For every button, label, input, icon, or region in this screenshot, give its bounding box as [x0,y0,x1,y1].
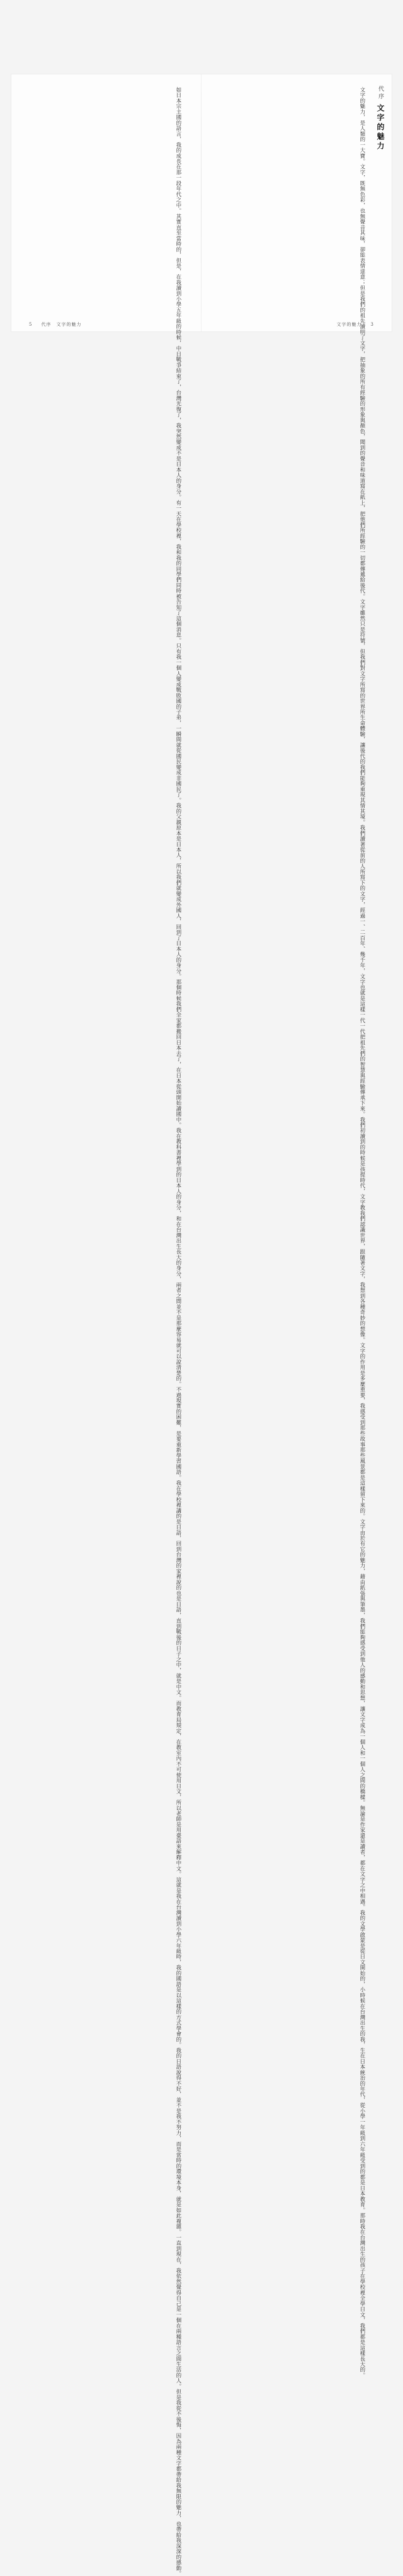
left-page-body: 如日本宗主國的語言，我的成長在那一段年代之中。其實直至當時的，但是，在我讀到小學五年級的時候，中日戰爭結束了，台灣光復了，我突然變成不是日本人的身分。有一天在學校裡，我和我的同學們同時被告知了這個消息。只有我一個人變成戰敗國的子弟，一瞬間就從國民變成非國民了。我的父親原本是日本人，所以我們就變成外國人，回到了日本人的身分。那個時候我們全家都搬回日本去了，在日本從頭開始讀國中。我在教科書裡學到的日本人的身分，和在台灣出生長大的身分，兩者之間並不是那麼容易就可以說清楚的。不過現實的困難，是要重新學習國語。我在學校裡講的是日語，回到台灣的家裡說的也是日語，直到戰後的日子之中，就是中文。而教育局規定，在教室內不可使用日文，所以老師是用臺語來解釋中文。這就是我在台灣讀到小學六年級時，我的國語是以這樣的方式學會的。我的日語說得不好，並不是我不努力，而是當時的環境本身，就是如此複雜。一直到現在，我依然覺得自己是一個在兩種語言之間生活的人。但是我從不後悔，因為兩種文字都帶給我無限的魅力，也帶給我深深的感動。 [176,87,182,2576]
left-running-head: 代序 文字的魅力 [41,322,82,327]
chapter-label: 代序 [377,86,383,101]
right-page-footer [337,321,374,328]
chapter-heading [370,86,387,161]
right-page-number: 3 [370,322,374,327]
left-page-number: 5 [29,322,33,327]
chapter-title: 文字的魅力 [376,104,385,152]
right-page [202,74,392,2378]
right-running-head: 文字的魅力 [336,322,362,327]
book-spread [11,74,392,2576]
left-page [11,74,202,2576]
right-page-body: 文字的魅力，是人類的一大寶。文字，既無色彩，也無聲音其味，卻能表情達意；但是我們的祖先讀明了文字，把抽象的所有經驗的形象與顏色，聞到的聲音和味道寫在紙上，把他們所經驗的一切都傳遞給後代。文字雖然只是符號，但我們對文字所寫的世界所生命體驗，讓後代的我們能夠重現其情其境。我們讀著從前的人所寫下的文字，經過一、二百年、幾千年，文字也就是這樣一代一代把祖先們的智慧與經驗傳承下來。我們初讀到的時候是孩提時代，文字教我們認識世界，跟隨著文字，我想到各種奇妙的想像。文字的作用是多麼重要，我感受到那些故事那些風景都是這樣留下來的。文字由於有它的魅力，藉由紙張與筆墨，我們能夠感受到他人的感動和思想，讓文字成為一個人和一個人之間的橋樑。無論是作家還是讀者，都在文字之中相遇。我的文學啟蒙是從日文開始的，小時候在台灣出生的我，生在日本統治的年代，從小學一年級到六年級受到的都是日本教育。那時我在台灣出生的孩子在學校裡全學日文，我們都是這樣長大的。 [360,87,366,2378]
left-page-footer [29,321,81,328]
